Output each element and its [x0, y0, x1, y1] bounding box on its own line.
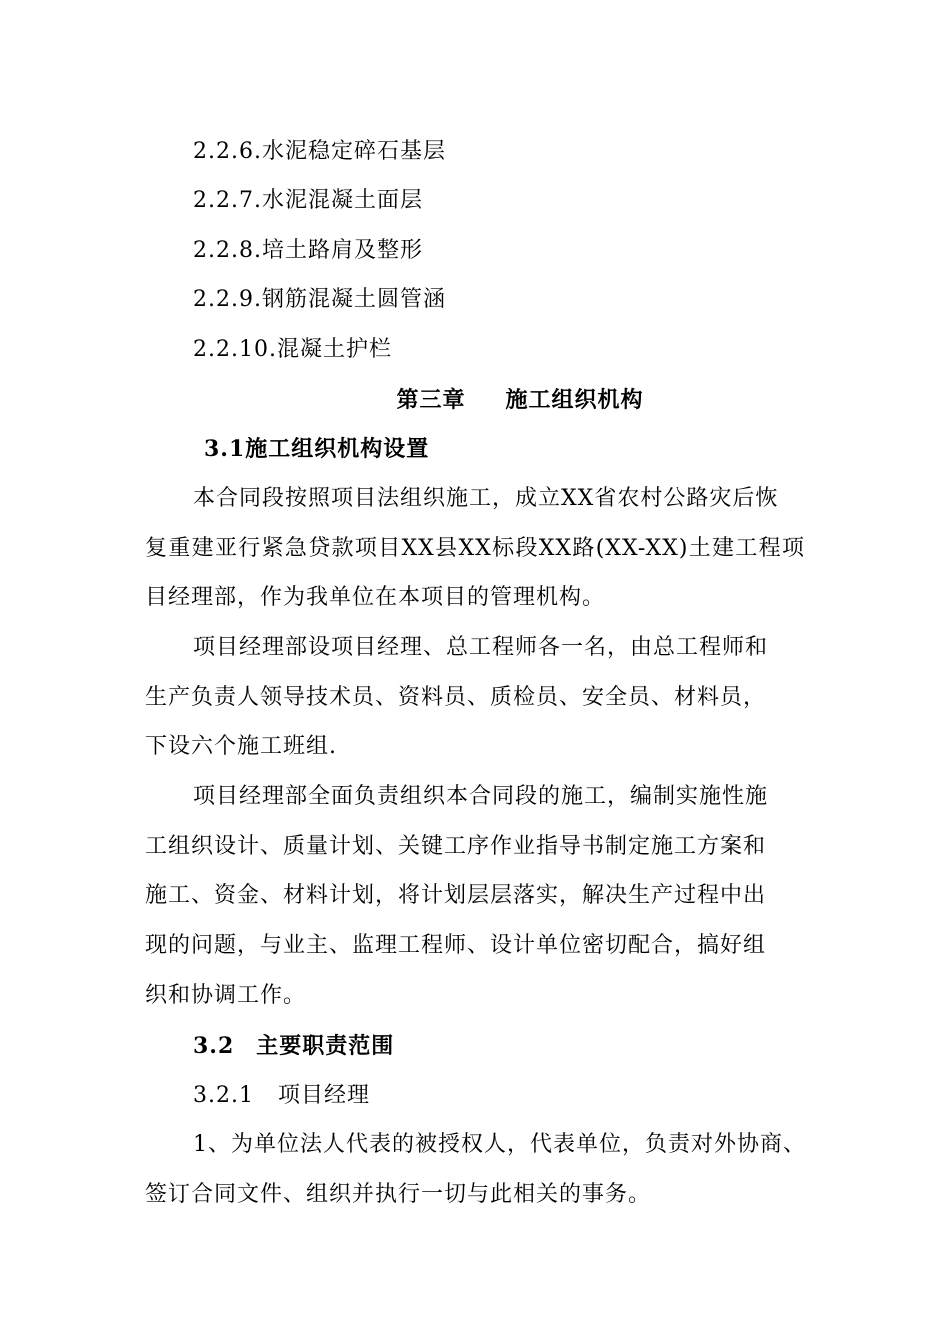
paragraph-3-line-5: 织和协调工作。: [145, 983, 307, 1008]
paragraph-2-line-2: 生产负责人领导技术员、资料员、质检员、安全员、材料员，: [145, 685, 767, 710]
paragraph-3-line-3: 施工、资金、材料计划，将计划层层落实，解决生产过程中出: [145, 883, 767, 908]
paragraph-1-line-1: 本合同段按照项目法组织施工，成立XX省农村公路灾后恢: [193, 486, 779, 511]
toc-item-2-2-8: 2.2.8.培土路肩及整形: [193, 238, 423, 263]
chapter-number: 第三章: [396, 387, 466, 413]
section-3-2-heading: [193, 1031, 394, 1061]
paragraph-2-line-1: 项目经理部设项目经理、总工程师各一名，由总工程师和: [193, 635, 769, 660]
chapter-title: 施工组织机构: [505, 387, 644, 413]
subsection-3-2-1-number: 3.2.1: [193, 1083, 254, 1108]
toc-item-2-2-10: 2.2.10.混凝土护栏: [193, 337, 392, 362]
paragraph-1-line-3: 目经理部，作为我单位在本项目的管理机构。: [145, 585, 606, 610]
chapter-heading: [0, 385, 950, 415]
item-1-line-2: 签订合同文件、组织并执行一切与此相关的事务。: [145, 1182, 652, 1207]
section-3-2-number: 3.2: [193, 1033, 235, 1059]
paragraph-3-line-4: 现的问题，与业主、监理工程师、设计单位密切配合，搞好组: [145, 933, 767, 958]
subsection-3-2-1-title: 项目经理: [277, 1083, 370, 1108]
toc-item-2-2-9: 2.2.9.钢筋混凝土圆管涵: [193, 287, 446, 312]
paragraph-1-line-2: 复重建亚行紧急贷款项目XX县XX标段XX路(XX-XX)土建工程项: [145, 536, 805, 561]
section-3-1-heading: 3.1施工组织机构设置: [204, 436, 430, 462]
paragraph-3-line-2: 工组织设计、质量计划、关键工序作业指导书制定施工方案和: [145, 834, 767, 859]
toc-item-2-2-7: 2.2.7.水泥混凝土面层: [193, 188, 423, 213]
item-1-line-1: 1、为单位法人代表的被授权人，代表单位，负责对外协商、: [193, 1132, 806, 1157]
subsection-3-2-1-heading: [193, 1081, 370, 1111]
toc-item-2-2-6: 2.2.6.水泥稳定碎石基层: [193, 139, 446, 164]
section-3-2-title: 主要职责范围: [256, 1033, 395, 1059]
paragraph-3-line-1: 项目经理部全面负责组织本合同段的施工，编制实施性施: [193, 784, 769, 809]
paragraph-2-line-3: 下设六个施工班组.: [145, 734, 337, 759]
